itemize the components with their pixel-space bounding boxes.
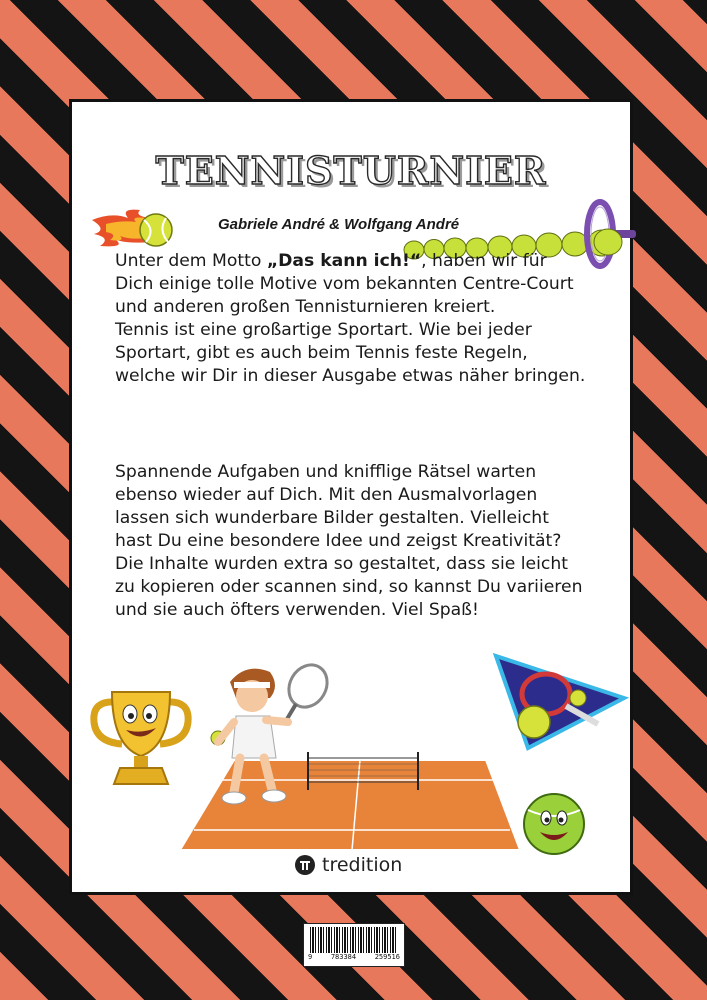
cover-panel xyxy=(69,99,633,895)
tredition-logo-icon xyxy=(294,854,316,876)
book-authors: Gabriele André & Wolfgang André xyxy=(218,216,460,233)
paragraph-line: ebenso wieder auf Dich. Mit den Ausmalvorlagen xyxy=(115,485,538,505)
intro-paragraph xyxy=(115,250,625,388)
barcode xyxy=(303,923,405,967)
paragraph-line: zu kopieren oder scannen sind, so kannst Du variieren xyxy=(115,577,583,597)
publisher-name: tredition xyxy=(322,854,403,876)
intro-line: welche wir Dir in dieser Ausgabe etwas näher bringen. xyxy=(115,366,586,386)
racket-badge-icon xyxy=(492,652,628,752)
barcode-digits xyxy=(308,953,400,961)
intro-text: Unter dem Motto xyxy=(115,251,267,271)
smiling-ball-icon xyxy=(522,792,586,856)
publisher-brand xyxy=(294,853,402,877)
tennis-player-icon xyxy=(200,658,340,808)
barcode-digit-middle: 783384 xyxy=(330,953,357,961)
barcode-digit-right: 259516 xyxy=(374,953,400,961)
flaming-ball-icon xyxy=(90,202,180,254)
motto-text: „Das kann ich!“ xyxy=(266,251,422,271)
paragraph-line: lassen sich wunderbare Bilder gestalten. Vielleicht xyxy=(115,508,549,528)
intro-line: Sportart, gibt es auch beim Tennis feste Regeln, xyxy=(115,343,528,363)
paragraph-line: Die Inhalte wurden extra so gestaltet, dass sie leicht xyxy=(115,554,568,574)
second-paragraph xyxy=(115,461,625,622)
barcode-digit-left: 9 xyxy=(308,953,313,961)
intro-line: und anderen großen Tennisturnieren kreiert. xyxy=(115,297,496,317)
barcode-bars xyxy=(310,927,398,953)
book-title: TENNISTURNIER xyxy=(155,148,547,193)
intro-line: Dich einige tolle Motive vom bekannten Centre-Court xyxy=(115,274,574,294)
paragraph-line: Spannende Aufgaben und knifflige Rätsel warten xyxy=(115,462,537,482)
intro-line-1 xyxy=(115,250,625,273)
intro-text: , haben wir für xyxy=(421,251,547,271)
paragraph-line: hast Du eine besondere Idee und zeigst Kreativität? xyxy=(115,531,562,551)
paragraph-line: und sie auch öfters verwenden. Viel Spaß! xyxy=(115,600,479,620)
intro-line: Tennis ist eine großartige Sportart. Wie bei jeder xyxy=(115,320,532,340)
